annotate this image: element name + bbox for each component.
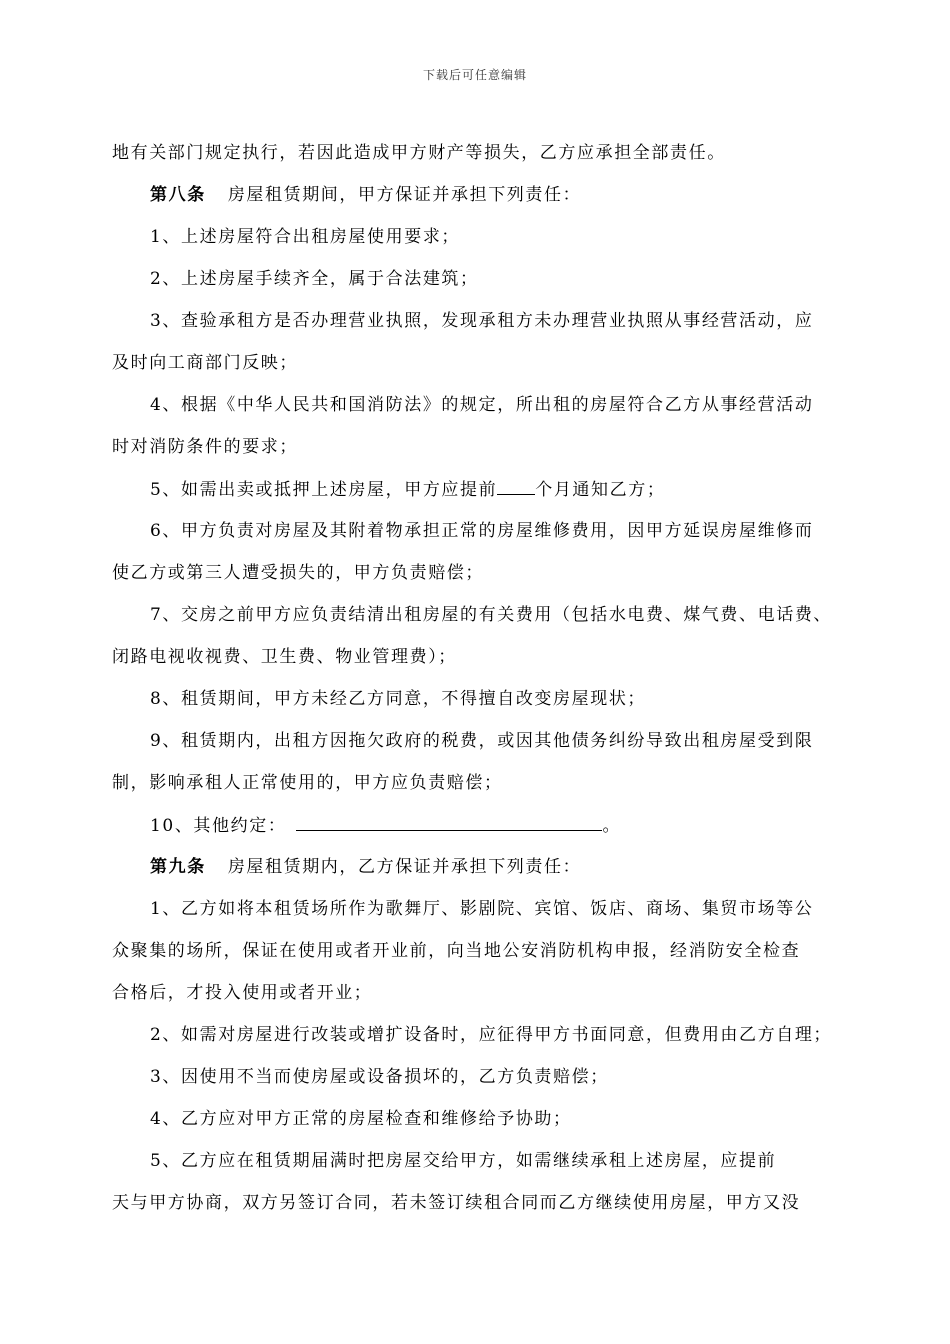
list-item-text: 10、其他约定： [150, 816, 287, 836]
list-item: 5、乙方应在租赁期届满时把房屋交给甲方，如需继续承租上述房屋，应提前 [150, 1151, 777, 1171]
list-item-text: 。 [602, 816, 622, 836]
page-header: 下载后可任意编辑 [422, 68, 527, 82]
paragraph-line: 地有关部门规定执行，若因此造成甲方财产等损失，乙方应承担全部责任。 [112, 143, 726, 163]
article-8-text: 房屋租赁期间，甲方保证并承担下列责任： [227, 185, 582, 205]
article-9-heading [150, 856, 581, 878]
list-item: 4、乙方应对甲方正常的房屋检查和维修给予协助； [150, 1109, 572, 1129]
list-item [150, 478, 665, 501]
list-item-continuation: 闭路电视收视费、卫生费、物业管理费）； [112, 647, 457, 667]
list-item [150, 814, 621, 837]
article-9-title: 第九条 [150, 857, 206, 877]
list-item-continuation: 及时向工商部门反映； [112, 353, 298, 373]
list-item-text: 个月通知乙方； [535, 480, 666, 500]
fill-in-blank [296, 814, 602, 831]
list-item-continuation: 合格后，才投入使用或者开业； [112, 983, 373, 1003]
article-8-title: 第八条 [150, 185, 206, 205]
list-item: 8、租赁期间，甲方未经乙方同意，不得擅自改变房屋现状； [150, 689, 647, 709]
list-item: 7、交房之前甲方应负责结清出租房屋的有关费用（包括水电费、煤气费、电话费、 [150, 605, 833, 625]
list-item: 3、查验承租方是否办理营业执照，发现承租方未办理营业执照从事经营活动，应 [150, 311, 814, 331]
list-item: 2、上述房屋手续齐全，属于合法建筑； [150, 269, 479, 289]
list-item: 4、根据《中华人民共和国消防法》的规定，所出租的房屋符合乙方从事经营活动 [150, 395, 814, 415]
list-item-continuation: 使乙方或第三人遭受损失的，甲方负责赔偿； [112, 563, 484, 583]
list-item: 1、乙方如将本租赁场所作为歌舞厅、影剧院、宾馆、饭店、商场、集贸市场等公 [150, 899, 814, 919]
list-item-continuation: 时对消防条件的要求； [112, 437, 298, 457]
list-item: 1、上述房屋符合出租房屋使用要求； [150, 227, 461, 247]
article-8-heading [150, 184, 581, 206]
list-item: 2、如需对房屋进行改装或增扩设备时，应征得甲方书面同意，但费用由乙方自理； [150, 1025, 833, 1045]
article-9-text: 房屋租赁期内，乙方保证并承担下列责任： [227, 857, 582, 877]
list-item-continuation: 众聚集的场所，保证在使用或者开业前，向当地公安消防机构申报，经消防安全检查 [112, 941, 801, 961]
list-item-continuation: 制，影响承租人正常使用的，甲方应负责赔偿； [112, 773, 503, 793]
list-item-text: 5、如需出卖或抵押上述房屋，甲方应提前 [150, 480, 498, 500]
list-item: 9、租赁期内，出租方因拖欠政府的税费，或因其他债务纠纷导致出租房屋受到限 [150, 731, 814, 751]
list-item-continuation: 天与甲方协商，双方另签订合同，若未签订续租合同而乙方继续使用房屋，甲方又没 [112, 1193, 801, 1213]
fill-in-blank [497, 478, 535, 495]
list-item: 6、甲方负责对房屋及其附着物承担正常的房屋维修费用，因甲方延误房屋维修而 [150, 521, 814, 541]
list-item: 3、因使用不当而使房屋或设备损坏的，乙方负责赔偿； [150, 1067, 609, 1087]
